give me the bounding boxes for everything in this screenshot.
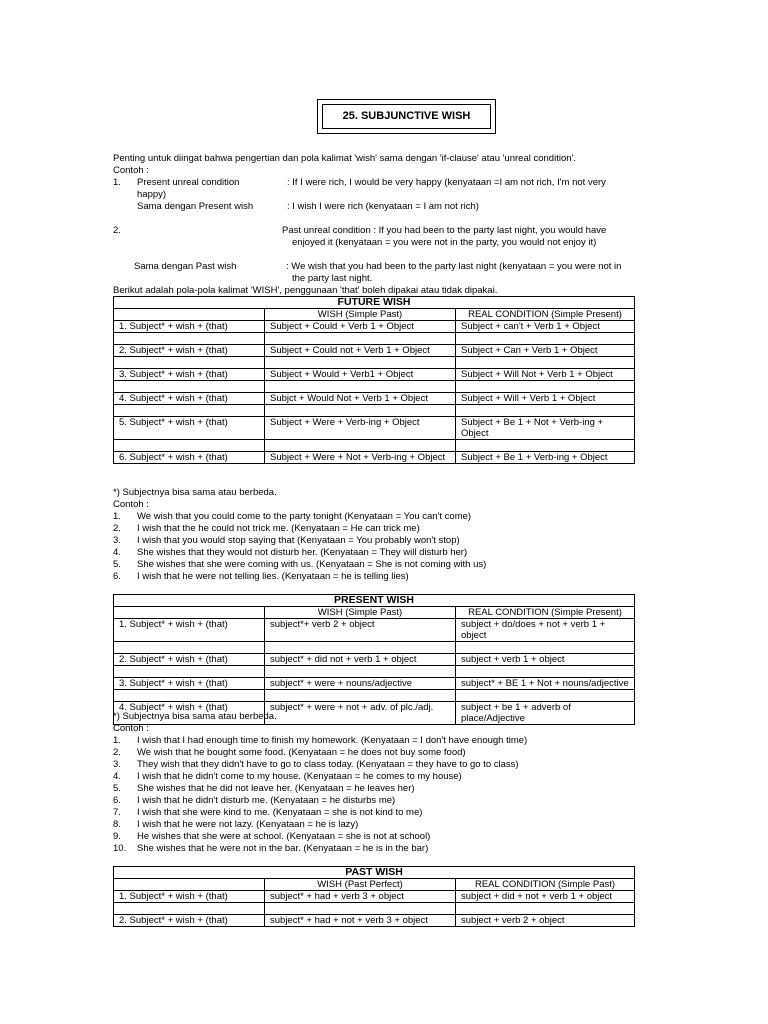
list-item: 10. She wishes that he were not in the bar. (Kenyataan = he is in the bar) (113, 843, 429, 854)
list-item: 1. I wish that I had enough time to finish my homework. (Kenyataan = I don't have enough time) (113, 735, 528, 746)
intro-text: Penting untuk diingat bahwa pengertian dan pola kalimat 'wish' sama dengan 'if-clause' atau 'unreal condition'. (113, 153, 576, 164)
past-title: PAST WISH (114, 867, 635, 879)
example-1-label: Present unreal condition (137, 177, 240, 188)
future-header-real: REAL CONDITION (Simple Present) (456, 309, 635, 321)
example-1-same-text: : I wish I were rich (kenyataan = I am not rich) (287, 201, 479, 212)
example-2-text: Past unreal condition : If you had been to the party last night, you would have (282, 225, 607, 236)
table-cell: subject* + had + not + verb 3 + object (265, 915, 456, 927)
list-item: 9. He wishes that she were at school. (Kenyataan = she is not at school) (113, 831, 431, 842)
page-title: 25. SUBJUNCTIVE WISH (322, 104, 491, 129)
list-item: 6. I wish that he were not telling lies. (Kenyataan = he is telling lies) (113, 571, 409, 582)
table-cell: subject*+ verb 2 + object (265, 619, 456, 642)
table-cell: Subject + Would + Verb1 + Object (265, 369, 456, 381)
list-item: 1. We wish that you could come to the party tonight (Kenyataan = You can't come) (113, 511, 472, 522)
table-cell: Subject + Will Not + Verb 1 + Object (456, 369, 635, 381)
list-item: 6. I wish that he didn't disturb me. (Kenyataan = he disturbs me) (113, 795, 396, 806)
contoh-label: Contoh : (113, 165, 149, 176)
table-row (114, 321, 635, 333)
list-item: 7. I wish that she were kind to me. (Kenyataan = she is not kind to me) (113, 807, 423, 818)
table-cell: subject* + had + verb 3 + object (265, 891, 456, 903)
table-cell: Subject + Could + Verb 1 + Object (265, 321, 456, 333)
present-title: PRESENT WISH (114, 595, 635, 607)
table-row (114, 345, 635, 357)
present-header-wish: WISH (Simple Past) (265, 607, 456, 619)
table-cell: Subject + Will + Verb 1 + Object (456, 393, 635, 405)
table-row (114, 915, 635, 927)
table-row (114, 891, 635, 903)
table-row (114, 452, 635, 464)
table-cell: subject* + BE 1 + Not + nouns/adjective (456, 678, 635, 690)
example-2-same-text: : We wish that you had been to the party last night (kenyataan = you were not in (286, 261, 622, 272)
future-title: FUTURE WISH (114, 297, 635, 309)
title-box (317, 99, 496, 134)
list-item: 5. She wishes that he did not leave her. (Kenyataan = he leaves her) (113, 783, 415, 794)
table-row (114, 678, 635, 690)
table-cell: 3. Subject* + wish + (that) (114, 678, 265, 690)
example-2-same-cont: the party last night. (292, 273, 373, 284)
num-2: 2. (113, 225, 121, 236)
example-1-cont: happy) (137, 189, 167, 200)
table-cell: Subject + can't + Verb 1 + Object (456, 321, 635, 333)
table-cell: 5. Subject* + wish + (that) (114, 417, 265, 440)
list-item: 4. I wish that he didn't come to my house. (Kenyataan = he comes to my house) (113, 771, 462, 782)
table-cell: subject + do/does + not + verb 1 + object (456, 619, 635, 642)
example-1-same-label: Sama dengan Present wish (137, 201, 254, 212)
table-row (114, 369, 635, 381)
contoh-label: Contoh : (113, 499, 149, 510)
table-cell: Subjct + Would Not + Verb 1 + Object (265, 393, 456, 405)
table-cell (114, 879, 265, 891)
table-cell (114, 607, 265, 619)
past-wish-table (113, 866, 635, 927)
table-cell: Subject + Be 1 + Not + Verb-ing + Object (456, 417, 635, 440)
example-1-text: : If I were rich, I would be very happy (kenyataan =I am not rich, I'm not very (287, 177, 606, 188)
table-cell: subject* + were + not + adv. of plc./adj. (265, 702, 456, 725)
table-cell (114, 309, 265, 321)
contoh-label: Contoh : (113, 723, 149, 734)
table-cell: 6. Subject* + wish + (that) (114, 452, 265, 464)
table-row (114, 619, 635, 642)
table-row (114, 654, 635, 666)
table-cell: 1. Subject* + wish + (that) (114, 321, 265, 333)
table-cell: 1. Subject* + wish + (that) (114, 619, 265, 642)
table-cell: 4. Subject* + wish + (that) (114, 702, 265, 725)
future-header-wish: WISH (Simple Past) (265, 309, 456, 321)
table-cell: 4. Subject* + wish + (that) (114, 393, 265, 405)
present-wish-table (113, 594, 635, 725)
future-wish-table (113, 296, 635, 464)
list-item: 8. I wish that he were not lazy. (Kenyataan = he is lazy) (113, 819, 359, 830)
table-cell: subject + be 1 + adverb of place/Adjective (456, 702, 635, 725)
table-cell: Subject + Can + Verb 1 + Object (456, 345, 635, 357)
table-cell: subject + verb 1 + object (456, 654, 635, 666)
list-item: 5. She wishes that she were coming with us. (Kenyataan = She is not coming with us) (113, 559, 487, 570)
table-cell: 2. Subject* + wish + (that) (114, 345, 265, 357)
past-header-real: REAL CONDITION (Simple Past) (456, 879, 635, 891)
list-item: 4. She wishes that they would not disturb her. (Kenyataan = They will disturb her) (113, 547, 468, 558)
table-row (114, 393, 635, 405)
table-cell: subject* + were + nouns/adjective (265, 678, 456, 690)
table-cell: subject* + did not + verb 1 + object (265, 654, 456, 666)
table-cell: subject + verb 2 + object (456, 915, 635, 927)
table-cell: Subject + Were + Verb-ing + Object (265, 417, 456, 440)
past-header-wish: WISH (Past Perfect) (265, 879, 456, 891)
list-item: 2. I wish that the he could not trick me. (Kenyataan = He can trick me) (113, 523, 420, 534)
footnote: *) Subjectnya bisa sama atau berbeda. (113, 487, 277, 498)
table-cell: Subject + Be 1 + Verb-ing + Object (456, 452, 635, 464)
list-item: 2. We wish that he bought some food. (Kenyataan = he does not buy some food) (113, 747, 466, 758)
table-cell: 2. Subject* + wish + (that) (114, 915, 265, 927)
table-cell: 3. Subject* + wish + (that) (114, 369, 265, 381)
table-cell: Subject + Were + Not + Verb-ing + Object (265, 452, 456, 464)
table-cell: subject + did + not + verb 1 + object (456, 891, 635, 903)
table-cell: Subject + Could not + Verb 1 + Object (265, 345, 456, 357)
example-2-same-label: Sama dengan Past wish (134, 261, 237, 272)
table-cell: 2. Subject* + wish + (that) (114, 654, 265, 666)
present-header-real: REAL CONDITION (Simple Present) (456, 607, 635, 619)
list-item: 3. They wish that they didn't have to go to class today. (Kenyataan = they have to go to class) (113, 759, 519, 770)
num-1: 1. (113, 177, 121, 188)
example-2-cont: enjoyed it (kenyataan = you were not in the party, you would not enjoy it) (292, 237, 597, 248)
footnote: *) Subjectnya bisa sama atau berbeda. (113, 711, 277, 722)
table-row (114, 417, 635, 440)
table-cell: 1. Subject* + wish + (that) (114, 891, 265, 903)
list-item: 3. I wish that you would stop saying that (Kenyataan = You probably won't stop) (113, 535, 460, 546)
berikut-text: Berikut adalah pola-pola kalimat 'WISH', penggunaan 'that' boleh dipakai atau tidak dipakai. (113, 285, 498, 296)
